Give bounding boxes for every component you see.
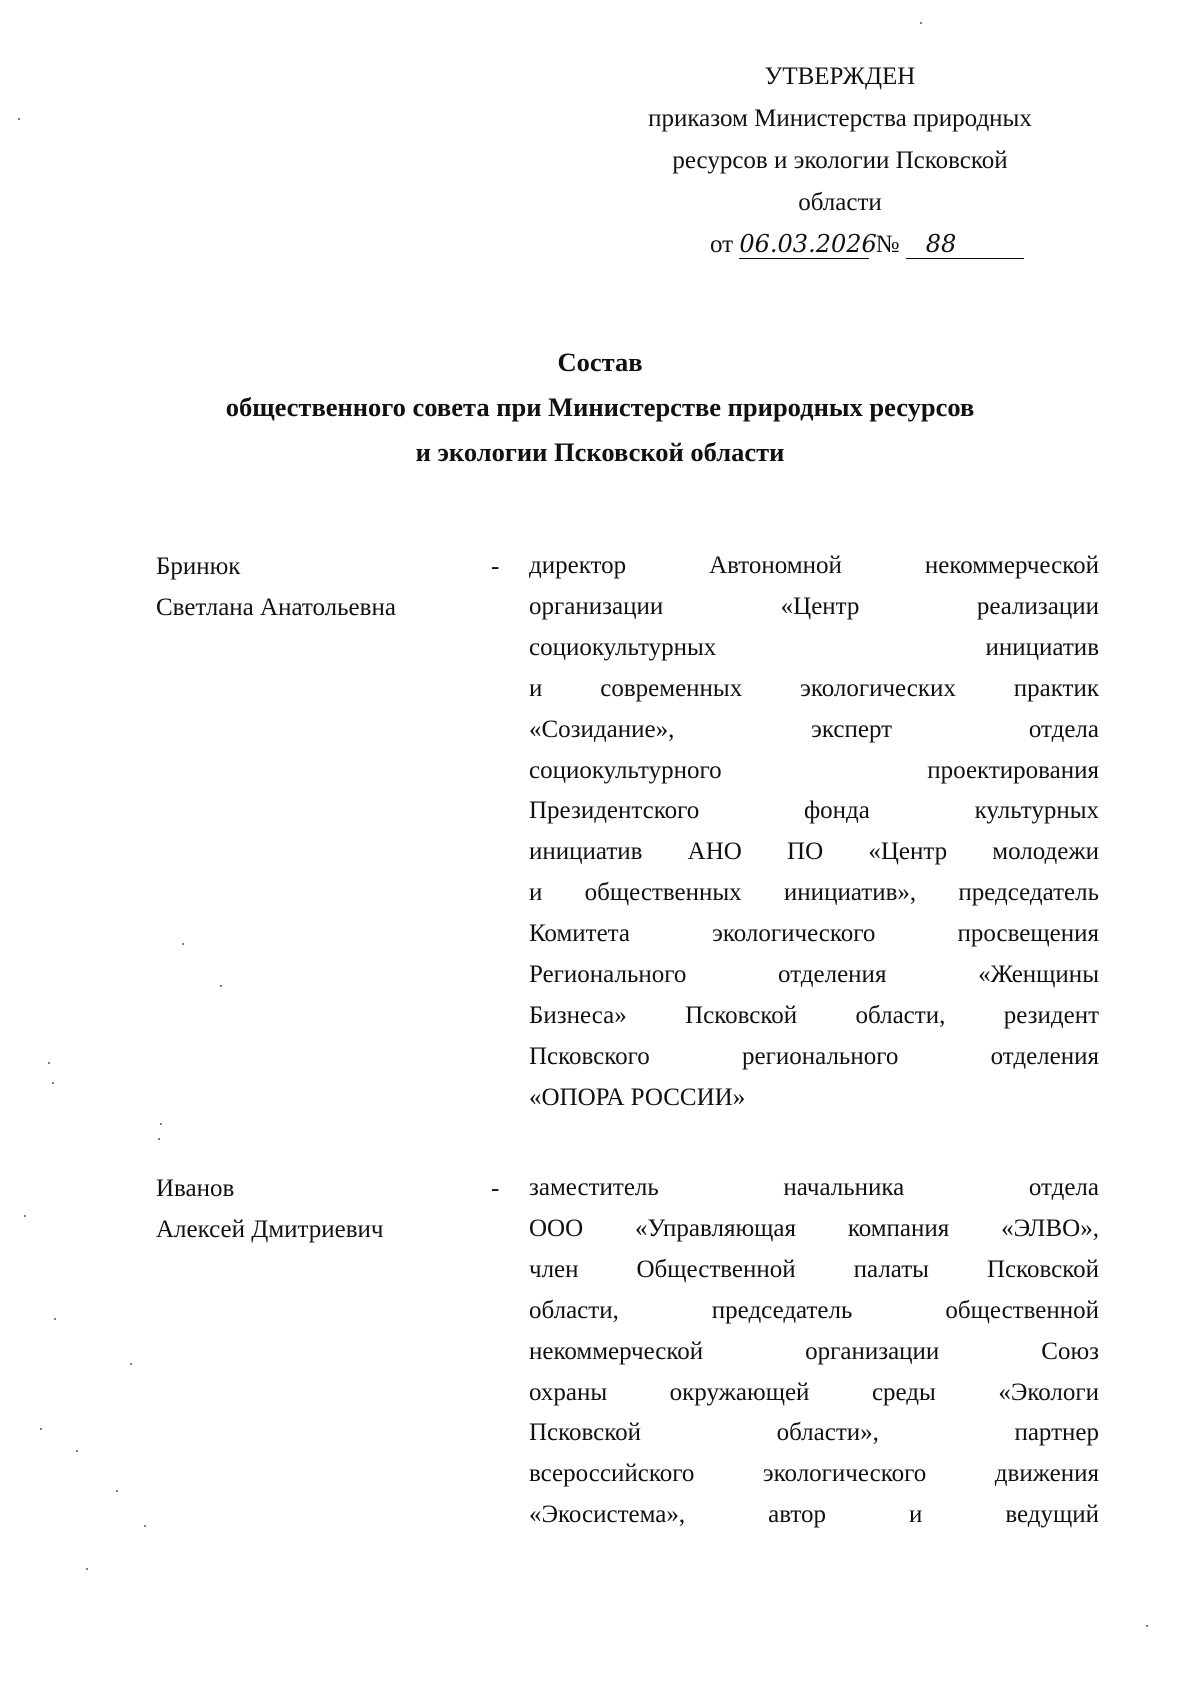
- scan-speck: [116, 1490, 118, 1492]
- description-line: социокультурных инициатив: [529, 633, 1099, 661]
- description-line: член Общественной палаты Псковской: [529, 1255, 1099, 1283]
- scan-speck: [1146, 1625, 1148, 1627]
- approval-line-3: области: [798, 189, 882, 216]
- description-line: «ОПОРА РОССИИ»: [529, 1083, 746, 1111]
- description-line: всероссийского экологического движения: [529, 1460, 1099, 1488]
- scan-speck: [48, 1062, 50, 1064]
- description-line: социокультурного проектирования: [529, 756, 1099, 784]
- description-line: организации «Центр реализации: [529, 592, 1099, 620]
- scan-speck: [40, 1428, 42, 1430]
- scan-speck: [24, 1215, 26, 1217]
- approval-block: [600, 56, 1080, 266]
- member-name: [156, 1168, 486, 1250]
- description-line: «Созидание», эксперт отдела: [529, 715, 1099, 743]
- member-given-names: Алексей Дмитриевич: [156, 1216, 384, 1243]
- scan-speck: [86, 1568, 88, 1570]
- member-dash: -: [491, 553, 500, 580]
- member-surname: Иванов: [156, 1175, 235, 1202]
- number-sign: №: [875, 231, 900, 258]
- member-description: [529, 546, 1099, 1119]
- description-line: Псковского регионального отделения: [529, 1042, 1099, 1070]
- approval-date-line: [600, 224, 1080, 266]
- description-line: Комитета экологического просвещения: [529, 920, 1099, 948]
- title-line-1: Состав: [557, 347, 643, 377]
- description-line: ООО «Управляющая компания «ЭЛВО»,: [529, 1214, 1099, 1242]
- member-description: [529, 1168, 1099, 1536]
- scan-speck: [220, 985, 222, 987]
- approval-heading: УТВЕРЖДЕН: [764, 63, 916, 90]
- date-prefix: от: [710, 231, 734, 258]
- handwritten-date: 06.03.2026: [739, 230, 877, 258]
- description-line: и общественных инициатив», председатель: [529, 879, 1099, 907]
- description-line: Президентского фонда культурных: [529, 797, 1099, 825]
- description-line: охраны окружающей среды «Экологи: [529, 1378, 1099, 1406]
- description-line: некоммерческой организации Союз: [529, 1337, 1099, 1365]
- description-line: директор Автономной некоммерческой: [529, 552, 1099, 579]
- scan-speck: [52, 1082, 54, 1084]
- scan-speck: [130, 1363, 132, 1365]
- title-line-2: общественного совета при Министерстве природных ресурсов: [225, 392, 975, 422]
- description-line: Бизнеса» Псковской области, резидент: [529, 1001, 1099, 1029]
- description-line: Регионального отделения «Женщины: [529, 961, 1099, 989]
- scan-speck: [920, 22, 922, 24]
- description-line: инициатив АНО ПО «Центр молодежи: [529, 838, 1099, 866]
- member-given-names: Светлана Анатольевна: [156, 594, 396, 621]
- description-line: «Экосистема», автор и ведущий: [529, 1501, 1099, 1529]
- scan-speck: [54, 1318, 56, 1320]
- member-name: [156, 546, 486, 628]
- approval-line-2: ресурсов и экологии Псковской: [672, 147, 1008, 174]
- handwritten-number: 88: [906, 230, 1024, 259]
- scan-speck: [76, 1450, 78, 1452]
- description-line: Псковской области», партнер: [529, 1419, 1099, 1447]
- member-dash: -: [491, 1175, 500, 1202]
- scan-speck: [18, 118, 20, 120]
- member-surname: Бринюк: [156, 553, 241, 580]
- scan-speck: [158, 1138, 160, 1140]
- approval-line-1: приказом Министерства природных: [648, 105, 1032, 132]
- scan-speck: [160, 1123, 162, 1125]
- document-title: [120, 340, 1080, 475]
- scan-speck: [144, 1525, 146, 1527]
- description-line: и современных экологических практик: [529, 674, 1099, 702]
- title-line-3: и экологии Псковской области: [415, 437, 785, 467]
- scan-speck: [182, 943, 184, 945]
- description-line: области, председатель общественной: [529, 1296, 1099, 1324]
- description-line: заместитель начальника отдела: [529, 1174, 1099, 1201]
